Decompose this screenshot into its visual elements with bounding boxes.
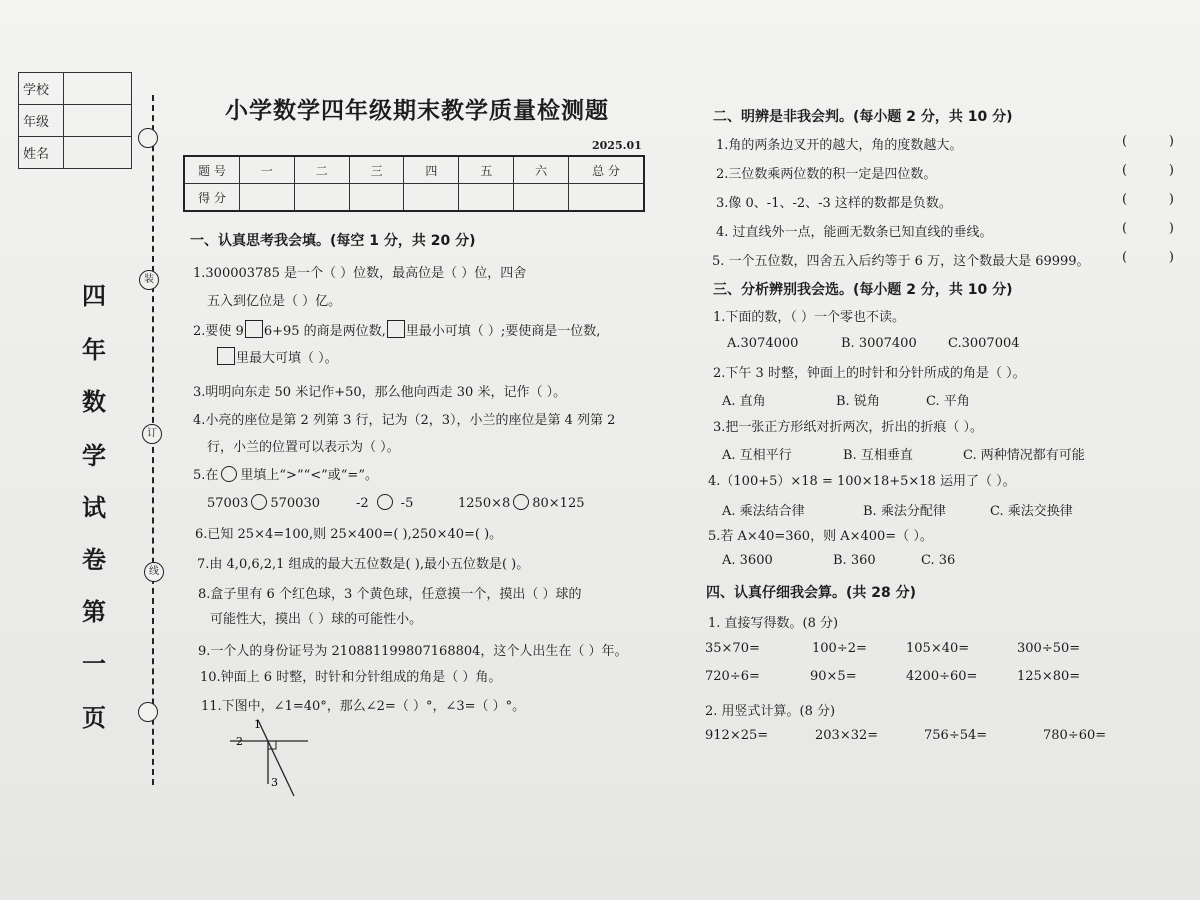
binding-mark-ding: 订 — [142, 424, 162, 444]
calc-item: 125×80= — [1017, 669, 1081, 684]
choice-option[interactable]: B. 360 — [833, 553, 876, 568]
score-row-label: 得 分 — [184, 184, 240, 212]
paren-open: ( — [1122, 250, 1128, 265]
side-title-char: 一 — [82, 649, 106, 678]
calc-part-1: 1. 直接写得数。(8 分) — [708, 616, 839, 631]
vertical-calc-item: 780÷60= — [1043, 728, 1107, 743]
score-table — [183, 155, 645, 212]
choice-question: 1.下面的数，（ ）一个零也不读。 — [713, 310, 906, 325]
calc-part-2: 2. 用竖式计算。(8 分) — [705, 704, 836, 719]
answer-parens[interactable] — [1122, 221, 1174, 236]
question-line: 6.已知 25×4=100,则 25×400=( ),250×40=( )。 — [195, 527, 503, 542]
answer-parens[interactable] — [1122, 192, 1174, 207]
judge-item: 1.角的两条边叉开的越大，角的度数越大。 — [716, 138, 963, 153]
choice-question: 2.下午 3 时整，钟面上的时针和分针所成的角是（ ）。 — [713, 366, 1026, 381]
calc-item: 100÷2= — [812, 641, 867, 656]
paren-open: ( — [1122, 163, 1128, 178]
calc-item: 90×5= — [810, 669, 857, 684]
compare-right: 570030 — [270, 496, 320, 511]
question-line: 10.钟面上 6 时整，时针和分针组成的角是（ ）角。 — [200, 670, 502, 685]
calc-item: 4200÷60= — [906, 669, 978, 684]
choice-option[interactable]: B. 互相垂直 — [843, 448, 913, 463]
judge-item: 4. 过直线外一点，能画无数条已知直线的垂线。 — [716, 225, 993, 240]
paren-close: ) — [1168, 163, 1174, 178]
vertical-calc-item: 756÷54= — [924, 728, 988, 743]
binding-hole-icon — [138, 702, 158, 722]
paren-close: ) — [1168, 134, 1174, 149]
choice-option[interactable]: A. 互相平行 — [722, 448, 792, 463]
judge-item: 2.三位数乘两位数的积一定是四位数。 — [716, 167, 937, 182]
section2-heading: 二、明辨是非我会判。(每小题 2 分，共 10 分) — [713, 109, 1013, 125]
score-header-cell: 一 — [240, 156, 295, 184]
question-line: 可能性大，摸出（ ）球的可能性小。 — [210, 612, 423, 627]
section4-heading: 四、认真仔细我会算。(共 28 分) — [706, 585, 917, 601]
question-line: 1.300003785 是一个（ ）位数，最高位是（ ）位，四舍 — [193, 266, 527, 281]
compare-left: 57003 — [207, 496, 249, 511]
vertical-calc-item: 203×32= — [815, 728, 879, 743]
choice-option[interactable]: A.3074000 — [727, 336, 799, 351]
compare-left: -2 — [356, 496, 369, 511]
compare-pair — [207, 494, 320, 511]
compare-circle[interactable] — [513, 494, 529, 510]
calc-item: 35×70= — [705, 641, 760, 656]
q5-prompt-rest: 里填上“>”“<”或“=”。 — [240, 468, 378, 483]
choice-question: 5.若 A×40=360，则 A×400=（ ）。 — [708, 529, 933, 544]
grade-label: 年级 — [19, 105, 64, 137]
judge-item: 3.像 0、-1、-2、-3 这样的数都是负数。 — [716, 196, 952, 211]
question-2 — [193, 320, 600, 339]
calc-item: 105×40= — [906, 641, 970, 656]
name-label: 姓名 — [19, 137, 64, 169]
compare-circle[interactable] — [377, 494, 393, 510]
choice-option[interactable]: B. 锐角 — [836, 394, 880, 409]
question-2-cont — [216, 347, 338, 366]
calc-item: 720÷6= — [705, 669, 760, 684]
figure-label-3: 3 — [271, 776, 278, 789]
side-title-char: 卷 — [82, 545, 106, 574]
choice-option[interactable]: C.3007004 — [948, 336, 1020, 351]
choice-option[interactable]: A. 直角 — [722, 394, 766, 409]
blank-box[interactable] — [387, 320, 405, 338]
blank-box[interactable] — [245, 320, 263, 338]
choice-option[interactable]: C. 36 — [921, 553, 956, 568]
score-cell[interactable] — [349, 184, 404, 212]
side-title-char: 四 — [82, 281, 106, 310]
paren-close: ) — [1168, 221, 1174, 236]
figure-label-2: 2 — [236, 735, 243, 748]
q2-part: 6+95 的商是两位数, — [263, 324, 386, 339]
question-5 — [193, 464, 378, 483]
student-info-box — [18, 72, 132, 169]
exam-date: 2025.01 — [592, 139, 642, 152]
judge-item: 5. 一个五位数，四舍五入后约等于 6 万，这个数最大是 69999。 — [712, 254, 1090, 269]
score-header-cell: 二 — [294, 156, 349, 184]
choice-option[interactable]: B. 乘法分配律 — [863, 504, 946, 519]
choice-option[interactable]: B. 3007400 — [841, 336, 917, 351]
question-line: 行，小兰的位置可以表示为（ ）。 — [207, 440, 400, 455]
compare-circle-icon — [221, 466, 237, 482]
paren-open: ( — [1122, 192, 1128, 207]
side-title-char: 年 — [82, 335, 106, 364]
choice-option[interactable]: C. 乘法交换律 — [990, 504, 1073, 519]
blank-box[interactable] — [217, 347, 235, 365]
score-cell[interactable] — [514, 184, 569, 212]
school-field[interactable] — [64, 73, 132, 105]
question-line: 3.明明向东走 50 米记作+50，那么他向西走 30 米，记作（ ）。 — [193, 385, 567, 400]
question-line: 11.下图中，∠1=40°，那么∠2=（ ）°，∠3=（ ）°。 — [201, 699, 526, 714]
page-title: 小学数学四年级期末教学质量检测题 — [225, 98, 609, 124]
section1-heading: 一、认真思考我会填。(每空 1 分，共 20 分) — [190, 233, 476, 249]
q2-part: 2.要使 9 — [193, 324, 244, 339]
score-cell-total[interactable] — [569, 184, 645, 212]
paren-open: ( — [1122, 134, 1128, 149]
school-label: 学校 — [19, 73, 64, 105]
question-line: 五入到亿位是（ ）亿。 — [207, 294, 342, 309]
paren-close: ) — [1168, 250, 1174, 265]
binding-mark-zhuang: 装 — [139, 270, 159, 290]
side-title-char: 页 — [82, 703, 106, 732]
score-header-cell: 五 — [459, 156, 514, 184]
name-field[interactable] — [64, 137, 132, 169]
answer-parens[interactable] — [1122, 250, 1174, 265]
choice-option[interactable]: A. 3600 — [722, 553, 773, 568]
score-header-cell: 四 — [404, 156, 459, 184]
score-cell[interactable] — [240, 184, 295, 212]
score-header-cell: 三 — [349, 156, 404, 184]
choice-question: 4.（100+5）×18 = 100×18+5×18 运用了（ ）。 — [708, 474, 1016, 489]
choice-question: 3.把一张正方形纸对折两次，折出的折痕（ ）。 — [713, 420, 984, 435]
choice-option[interactable]: A. 乘法结合律 — [722, 504, 805, 519]
compare-right: -5 — [400, 496, 414, 511]
angle-figure — [222, 712, 312, 802]
choice-option[interactable]: C. 平角 — [926, 394, 970, 409]
q2-part: 里最大可填（ ）。 — [236, 351, 338, 366]
calc-item: 300÷50= — [1017, 641, 1081, 656]
answer-parens[interactable] — [1122, 163, 1174, 178]
compare-circle[interactable] — [251, 494, 267, 510]
question-line: 4.小亮的座位是第 2 列第 3 行，记为（2，3），小兰的座位是第 4 列第 2 — [193, 413, 616, 428]
side-title-char: 数 — [82, 387, 106, 416]
score-cell[interactable] — [294, 184, 349, 212]
answer-parens[interactable] — [1122, 134, 1174, 149]
compare-pair — [458, 494, 585, 511]
vertical-calc-item: 912×25= — [705, 728, 769, 743]
score-cell[interactable] — [459, 184, 514, 212]
side-title-char: 试 — [82, 493, 106, 522]
grade-field[interactable] — [64, 105, 132, 137]
question-line: 7.由 4,0,6,2,1 组成的最大五位数是( ),最小五位数是( )。 — [197, 557, 530, 572]
q2-part: 里最小可填（ ）;要使商是一位数, — [405, 324, 601, 339]
section3-heading: 三、分析辨别我会选。(每小题 2 分，共 10 分) — [713, 282, 1013, 298]
side-title-char: 第 — [82, 597, 106, 626]
question-line: 9.一个人的身份证号为 210881199807168804，这个人出生在（ ）年。 — [198, 644, 628, 659]
figure-label-1: 1 — [254, 718, 261, 731]
choice-option[interactable]: C. 两种情况都有可能 — [963, 448, 1085, 463]
compare-pair — [356, 494, 413, 511]
compare-right: 80×125 — [532, 496, 585, 511]
compare-left: 1250×8 — [458, 496, 511, 511]
binding-mark-xian: 线 — [144, 562, 164, 582]
score-cell[interactable] — [404, 184, 459, 212]
question-line: 8.盒子里有 6 个红色球，3 个黄色球，任意摸一个，摸出（ ）球的 — [198, 587, 582, 602]
q5-prompt: 5.在 — [193, 468, 219, 483]
paren-open: ( — [1122, 221, 1128, 236]
score-header-cell: 六 — [514, 156, 569, 184]
side-title-char: 学 — [82, 441, 106, 470]
score-header-total: 总 分 — [569, 156, 645, 184]
binding-hole-icon — [138, 128, 158, 148]
score-header-label: 题 号 — [184, 156, 240, 184]
paren-close: ) — [1168, 192, 1174, 207]
